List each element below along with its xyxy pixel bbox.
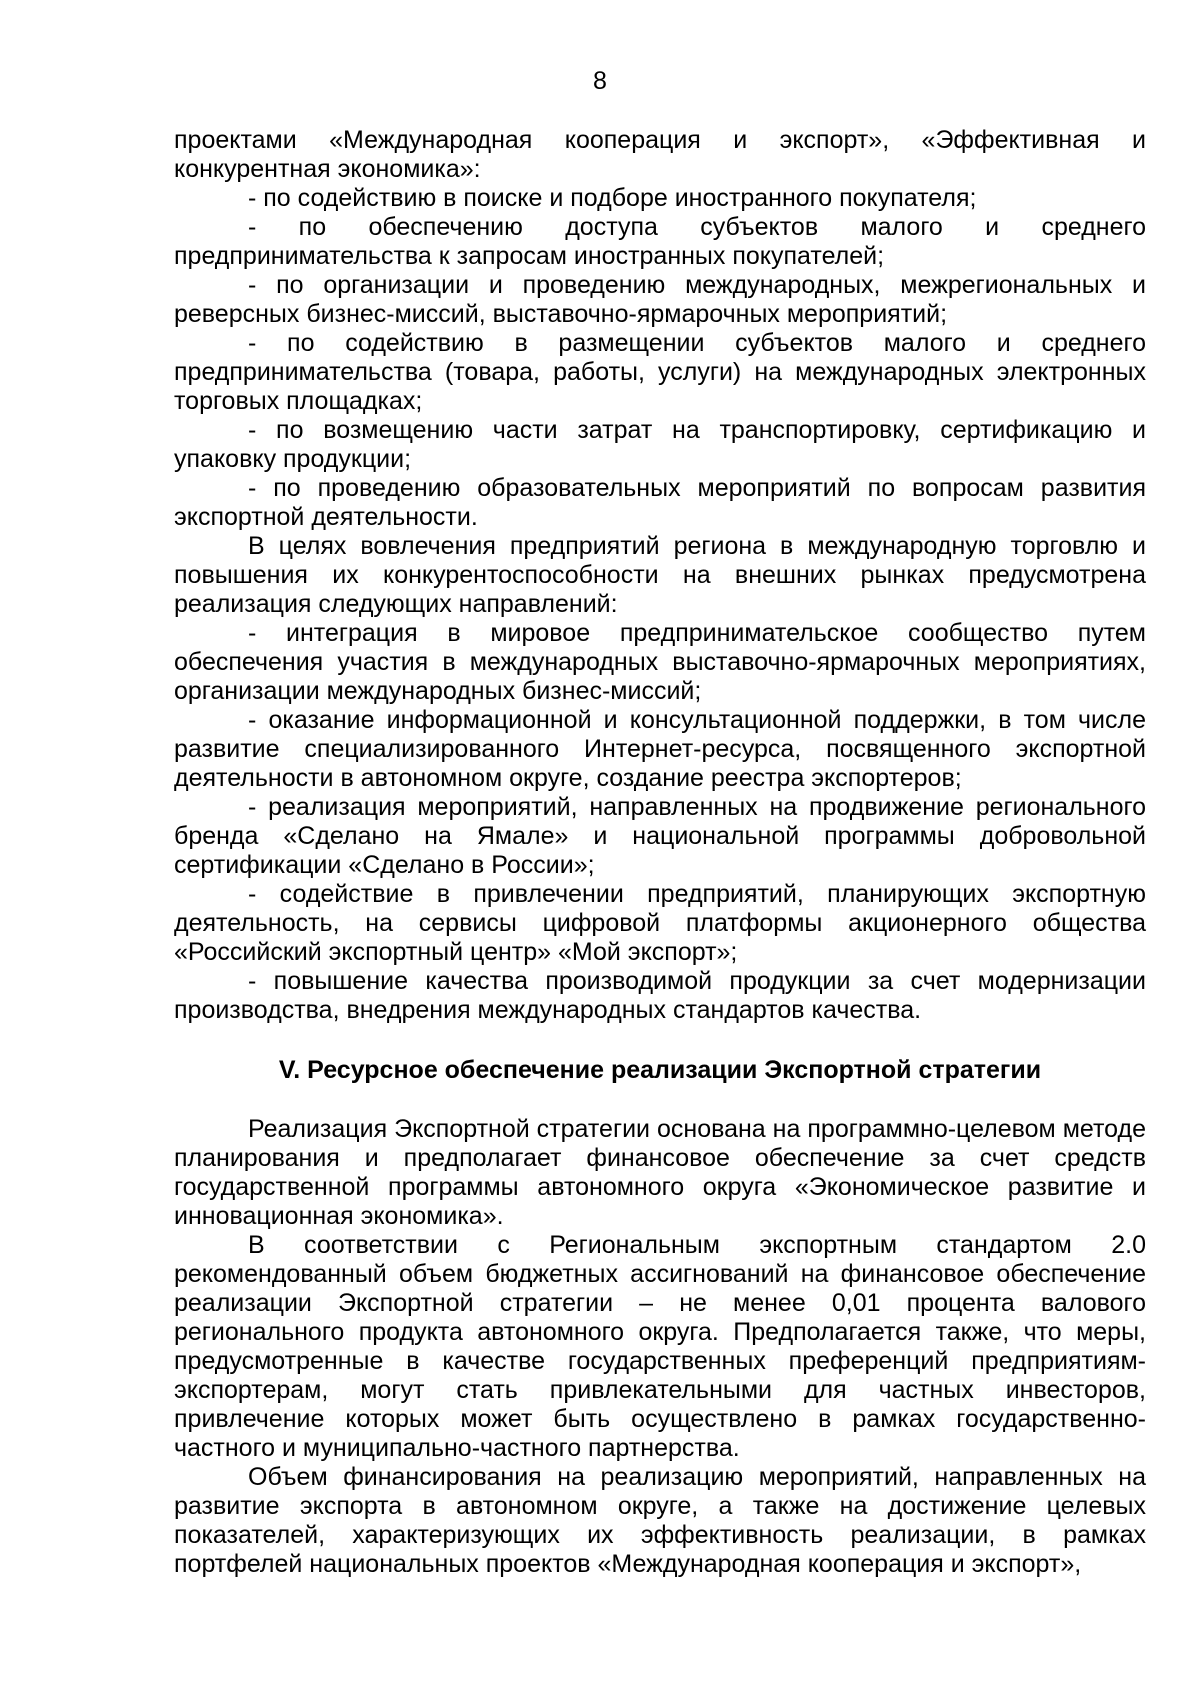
paragraph: - по содействию в размещении субъектов малого и среднего предпринимательства (товара, работы, услуги) на международных электронных торговых площадках; — [174, 329, 1146, 415]
paragraph: Реализация Экспортной стратегии основана на программно-целевом методе планирования и предполагает финансовое обеспечение за счет средств государственной программы автономного округа «Экономическое развитие и инновационная экономика». — [174, 1115, 1146, 1230]
paragraph: - интеграция в мировое предпринимательское сообщество путем обеспечения участия в международных выставочно-ярмарочных мероприятиях, организации международных бизнес-миссий; — [174, 619, 1146, 705]
paragraph: В соответствии с Региональным экспортным стандартом 2.0 рекомендованный объем бюджетных ассигнований на финансовое обеспечение реализации Экспортной стратегии – не менее 0,01 процента валового регионального продукта автономного округа. Предполагается также, что меры, предусмотренные в качестве государственных преференций предприятиям-экспортерам, могут стать привлекательными для частных инвесторов, привлечение которых может быть осуществлено в рамках государственно-частного и муниципально-частного партнерства. — [174, 1231, 1146, 1462]
top-paragraphs — [174, 126, 1146, 1025]
page-number: 8 — [593, 67, 607, 95]
paragraph: - по организации и проведению международных, межрегиональных и реверсных бизнес-миссий, выставочно-ярмарочных мероприятий; — [174, 271, 1146, 328]
paragraph: - по возмещению части затрат на транспортировку, сертификацию и упаковку продукции; — [174, 416, 1146, 473]
paragraph: - содействие в привлечении предприятий, планирующих экспортную деятельность, на сервисы цифровой платформы акционерного общества «Российский экспортный центр» «Мой экспорт»; — [174, 880, 1146, 966]
bottom-paragraphs — [174, 1115, 1146, 1579]
document-body — [174, 126, 1146, 1579]
paragraph: - оказание информационной и консультационной поддержки, в том числе развитие специализированного Интернет-ресурса, посвященного экспортной деятельности в автономном округе, создание реестра экспортеров; — [174, 706, 1146, 792]
paragraph: - повышение качества производимой продукции за счет модернизации производства, внедрения международных стандартов качества. — [174, 967, 1146, 1024]
paragraph: - по содействию в поиске и подборе иностранного покупателя; — [248, 184, 977, 212]
paragraph: проектами «Международная кооперация и экспорт», «Эффективная и конкурентная экономика»: — [174, 126, 1146, 183]
paragraph: - по обеспечению доступа субъектов малого и среднего предпринимательства к запросам иностранных покупателей; — [174, 213, 1146, 270]
paragraph: - по проведению образовательных мероприятий по вопросам развития экспортной деятельности. — [174, 474, 1146, 531]
paragraph: В целях вовлечения предприятий региона в международную торговлю и повышения их конкурентоспособности на внешних рынках предусмотрена реализация следующих направлений: — [174, 532, 1146, 618]
paragraph: Объем финансирования на реализацию мероприятий, направленных на развитие экспорта в автономном округе, а также на достижение целевых показателей, характеризующих их эффективность реализации, в рамках портфелей национальных проектов «Международная кооперация и экспорт», — [174, 1463, 1146, 1578]
paragraph: - реализация мероприятий, направленных на продвижение регионального бренда «Сделано на Ямале» и национальной программы добровольной сертификации «Сделано в России»; — [174, 793, 1146, 879]
section-heading: V. Ресурсное обеспечение реализации Экспортной стратегии — [278, 1056, 1042, 1084]
